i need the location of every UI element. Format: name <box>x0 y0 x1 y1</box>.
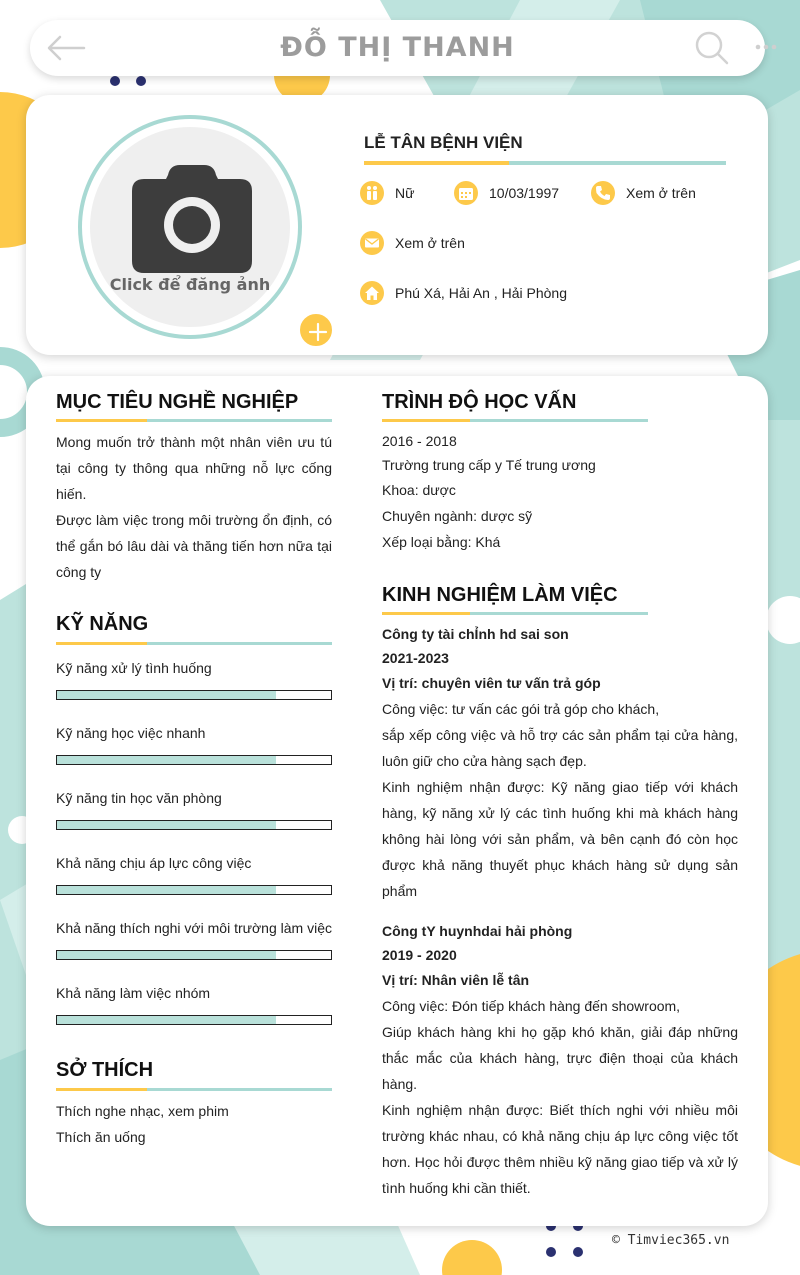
job-period: 2019 - 2020 <box>382 947 457 963</box>
objective-text <box>56 429 332 585</box>
skill-level-fill <box>57 691 276 699</box>
job-detail-line: Công việc: Đón tiếp khách hàng đến showroom, <box>382 998 681 1014</box>
phone-icon <box>591 181 615 205</box>
search-icon[interactable] <box>694 30 730 66</box>
phone-value: Xem ở trên <box>626 185 696 201</box>
hobby-item: Thích nghe nhạc, xem phim <box>56 1103 229 1119</box>
skill-label: Khả năng thích nghi với môi trường làm việc <box>56 920 332 936</box>
job-title-underline <box>364 161 726 165</box>
section-underline <box>56 419 332 422</box>
skill-label: Khả năng chịu áp lực công việc <box>56 855 252 871</box>
skill-level-fill <box>57 1016 276 1024</box>
skill-bar <box>56 820 332 830</box>
job-position: Vị trí: Nhân viên lễ tân <box>382 972 530 988</box>
header-bar <box>30 20 765 76</box>
experience-heading: KINH NGHIỆM LÀM VIỆC <box>382 584 618 606</box>
section-underline <box>56 642 332 645</box>
education-faculty: Khoa: dược <box>382 482 456 498</box>
mail-icon <box>360 231 384 255</box>
job-title: LỄ TÂN BỆNH VIỆN <box>364 133 523 152</box>
profile-card <box>26 95 768 355</box>
skill-label: Kỹ năng xử lý tình huống <box>56 660 212 676</box>
education-school: Trường trung cấp y Tế trung ương <box>382 457 596 473</box>
job-detail-line: Kinh nghiệm nhận được: Kỹ năng giao tiếp với khách hàng, kỹ năng xử lý các tình huống khi mà khách hàng không hài lòng với sản phẩm, và bên cạnh đó còn học được khả năng thuyết phục khách hàng sử dụng sản phẩm <box>382 779 738 899</box>
job-description <box>382 696 738 904</box>
education-heading: TRÌNH ĐỘ HỌC VẤN <box>382 391 577 413</box>
resume-body <box>26 376 768 1226</box>
skill-label: Kỹ năng tin học văn phòng <box>56 790 222 806</box>
skill-bar <box>56 1015 332 1025</box>
objective-heading: MỤC TIÊU NGHỀ NGHIỆP <box>56 391 299 413</box>
more-dots-icon[interactable] <box>754 42 778 52</box>
job-company: Công tY huynhdai hải phòng <box>382 923 573 939</box>
footer-credit: © Timviec365.vn <box>612 1233 730 1248</box>
plus-icon <box>308 322 328 342</box>
hobby-item: Thích ăn uống <box>56 1129 146 1145</box>
section-underline <box>382 419 648 422</box>
skill-label: Kỹ năng học việc nhanh <box>56 725 206 741</box>
section-underline <box>382 612 648 615</box>
job-detail-line: sắp xếp công việc và hỗ trợ các sản phẩm tại cửa hàng, luôn giữ cho cửa hàng sạch đẹp. <box>382 727 738 769</box>
skill-bar <box>56 885 332 895</box>
home-icon <box>360 281 384 305</box>
skill-level-fill <box>57 821 276 829</box>
education-period: 2016 - 2018 <box>382 433 457 449</box>
address-value: Phú Xá, Hải An , Hải Phòng <box>395 285 567 301</box>
job-detail-line: Giúp khách hàng khi họ gặp khó khăn, giải đáp những thắc mắc của khách hàng, trực điện thoại của khách hàng. <box>382 1024 738 1092</box>
avatar-placeholder[interactable] <box>90 127 290 327</box>
job-detail-line: Công việc: tư vấn các gói trả góp cho khách, <box>382 701 660 717</box>
gender-value: Nữ <box>395 185 415 201</box>
objective-line: Mong muốn trở thành một nhân viên ưu tú tại công ty thông qua những nỗ lực cống hiến. <box>56 434 332 502</box>
skill-label: Khả năng làm việc nhóm <box>56 985 211 1001</box>
candidate-name: ĐỖ THỊ THANH <box>280 32 515 63</box>
job-period: 2021-2023 <box>382 650 449 666</box>
calendar-icon <box>454 181 478 205</box>
education-major: Chuyên ngành: dược sỹ <box>382 508 533 524</box>
people-icon <box>360 181 384 205</box>
skill-bar <box>56 755 332 765</box>
skill-bar <box>56 690 332 700</box>
avatar[interactable] <box>78 115 302 339</box>
hobbies-heading: SỞ THÍCH <box>56 1059 154 1081</box>
education-grade: Xếp loại bằng: Khá <box>382 534 501 550</box>
job-detail-line: Kinh nghiệm nhận được: Biết thích nghi với nhiều môi trường khác nhau, có khả năng chịu áp lực công việc tốt hơn. Học hỏi được thêm nhiều kỹ năng giao tiếp và xử lý tình huống khi cần thiết. <box>382 1102 738 1196</box>
photo-upload-caption: Click để đăng ảnh <box>109 275 271 294</box>
dob-value: 10/03/1997 <box>489 185 560 201</box>
skill-level-fill <box>57 886 276 894</box>
job-company: Công ty tài chỈnh hd sai son <box>382 626 569 642</box>
section-underline <box>56 1088 332 1091</box>
skills-heading: KỸ NĂNG <box>56 613 149 635</box>
email-value: Xem ở trên <box>395 235 465 251</box>
camera-icon <box>132 165 252 273</box>
add-photo-button[interactable] <box>298 312 334 348</box>
objective-line: Được làm việc trong môi trường ổn định, có thể gắn bó lâu dài và thăng tiến hơn nữa tại công ty <box>56 512 332 580</box>
job-position: Vị trí: chuyên viên tư vấn trả góp <box>382 675 601 691</box>
job-description <box>382 993 738 1201</box>
skill-bar <box>56 950 332 960</box>
skill-level-fill <box>57 756 276 764</box>
skill-level-fill <box>57 951 276 959</box>
